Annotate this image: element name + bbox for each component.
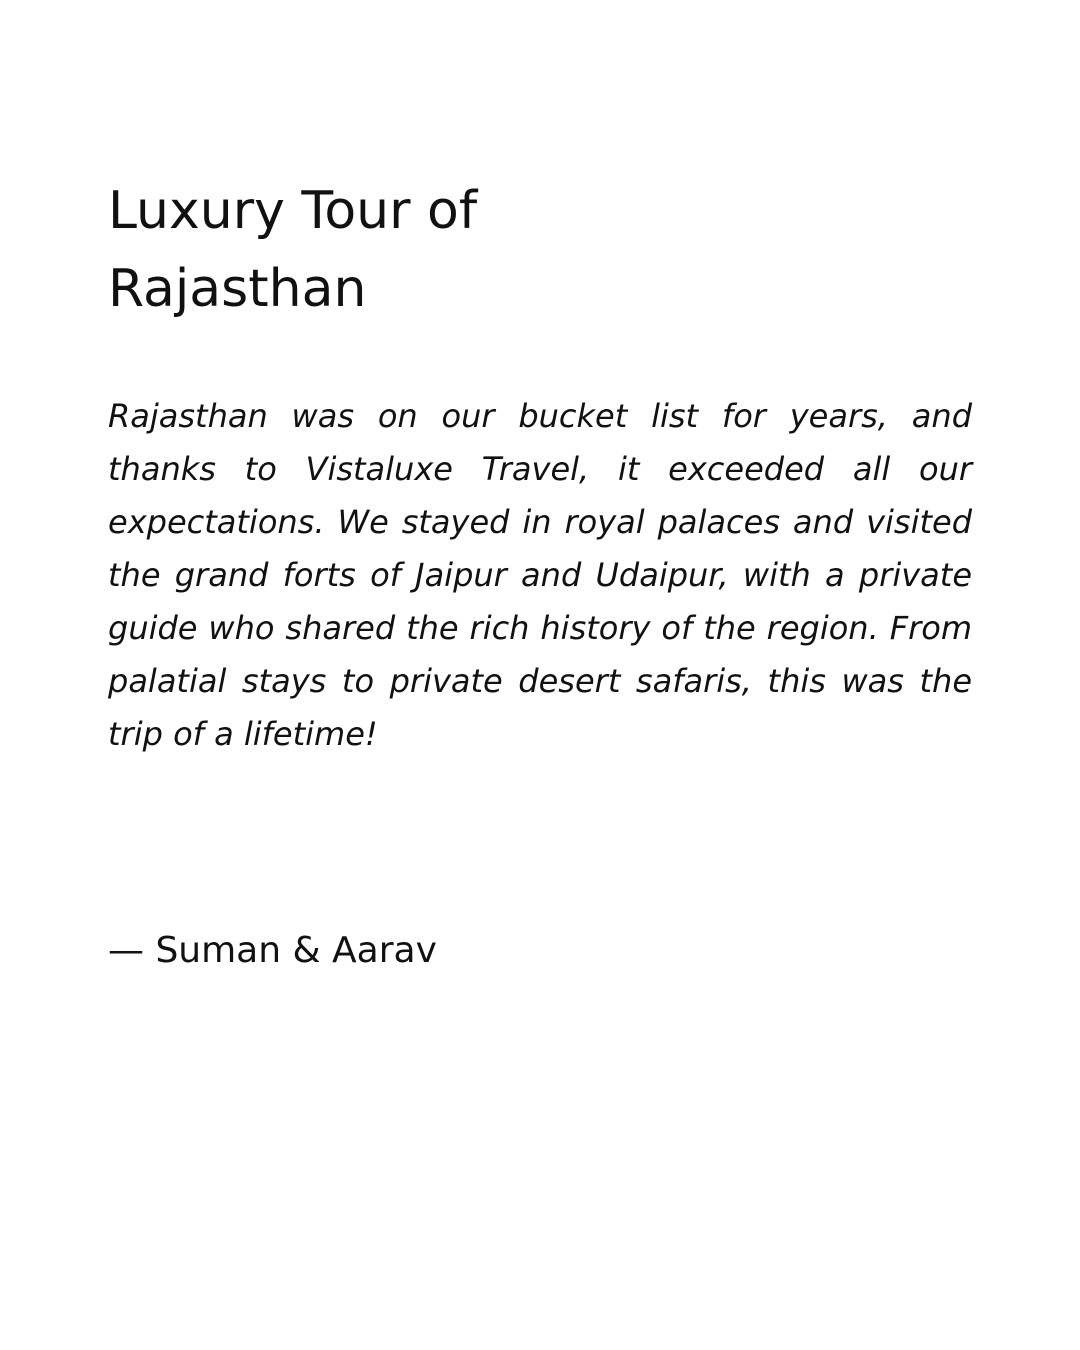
testimonial-text: Rajasthan was on our bucket list for years, and thanks to Vistaluxe Travel, it exceeded all our expectations. We stayed in royal palaces and visited the grand forts of Jaipur and Udaipur, with a private guide who shared the rich history of the region. From palatial stays to private desert safaris, this was the trip of a lifetime! — [108, 397, 972, 753]
page-title: Luxury Tour of Rajasthan — [108, 181, 478, 319]
testimonial-signature: — Suman & Aarav — [108, 930, 437, 971]
testimonial-card — [108, 172, 972, 971]
